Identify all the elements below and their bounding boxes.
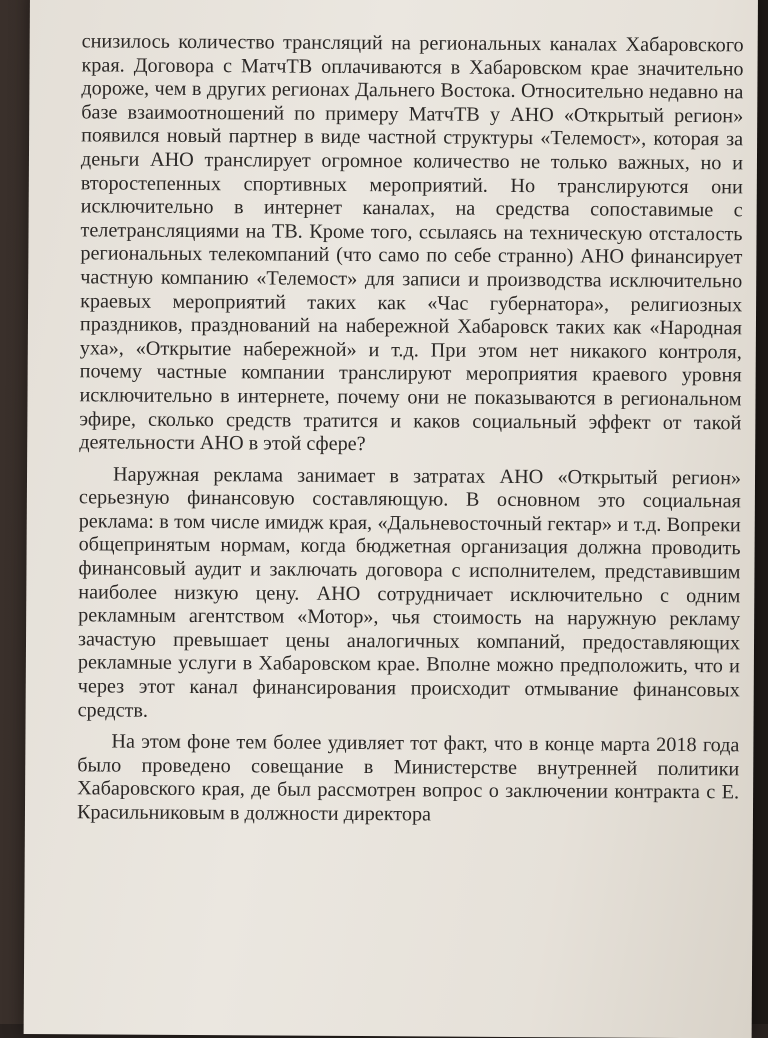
paragraph-3: На этом фоне тем более удивляет тот факт, что в конце марта 2018 года было проведено совещание в Министерстве внутренней политики Хабаровского края, де был рассмотрен вопрос о заключении контракта с Е. Красильниковым в должности директора	[76, 730, 740, 826]
paragraph-1: снизилось количество трансляций на региональных каналах Хабаровского края. Договора с МатчТВ оплачиваются в Хабаровском крае значительно дороже, чем в других регионах Дальнего Востока. Относительно недавно на базе взаимоотношений по примеру МатчТВ у АНО «Открытый регион» появился новый партнер в виде частной структуры «Телемост», которая за деньги АНО транслирует огромное количество не только важных, но и второстепенных спортивных мероприятий. Но транслируются они исключительно в интернет каналах, на средства сопоставимые с телетрансляциями на ТВ. Кроме того, ссылаясь на техническую отсталость региональных телекомпаний (что само по себе странно) АНО финансирует частную компанию «Телемост» для записи и производства исключительно краевых мероприятий таких как «Час губернатора», религиозных праздников, празднований на набережной Хабаровск таких как «Народная уха», «Открытие набережной» и т.д. При этом нет никакого контроля, почему частные компании транслируют мероприятия краевого уровня исключительно в интернете, почему они не показываются в региональном эфире, сколько средств тратится и каков социальный эффект от такой деятельности АНО в этой сфере?	[79, 30, 744, 456]
paragraph-2: Наружная реклама занимает в затратах АНО «Открытый регион» серьезную финансовую составляющую. В основном это социальная реклама: в том числе имидж края, «Дальневосточный гектар» и т.д. Вопреки общепринятым нормам, когда бюджетная организация должна проводить финансовый аудит и заключать договора с исполнителем, представившим наиболее низкую цену. АНО сотрудничает исключительно с одним рекламным агентством «Мотор», чья стоимость на наружную рекламу зачастую превышает цены аналогичных компаний, предоставляющих рекламные услуги в Хабаровском крае. Вполне можно предположить, что и через этот канал финансирования происходит отмывание финансовых средств.	[77, 463, 742, 722]
paper-sheet	[24, 0, 758, 1038]
document-body	[77, 30, 744, 829]
